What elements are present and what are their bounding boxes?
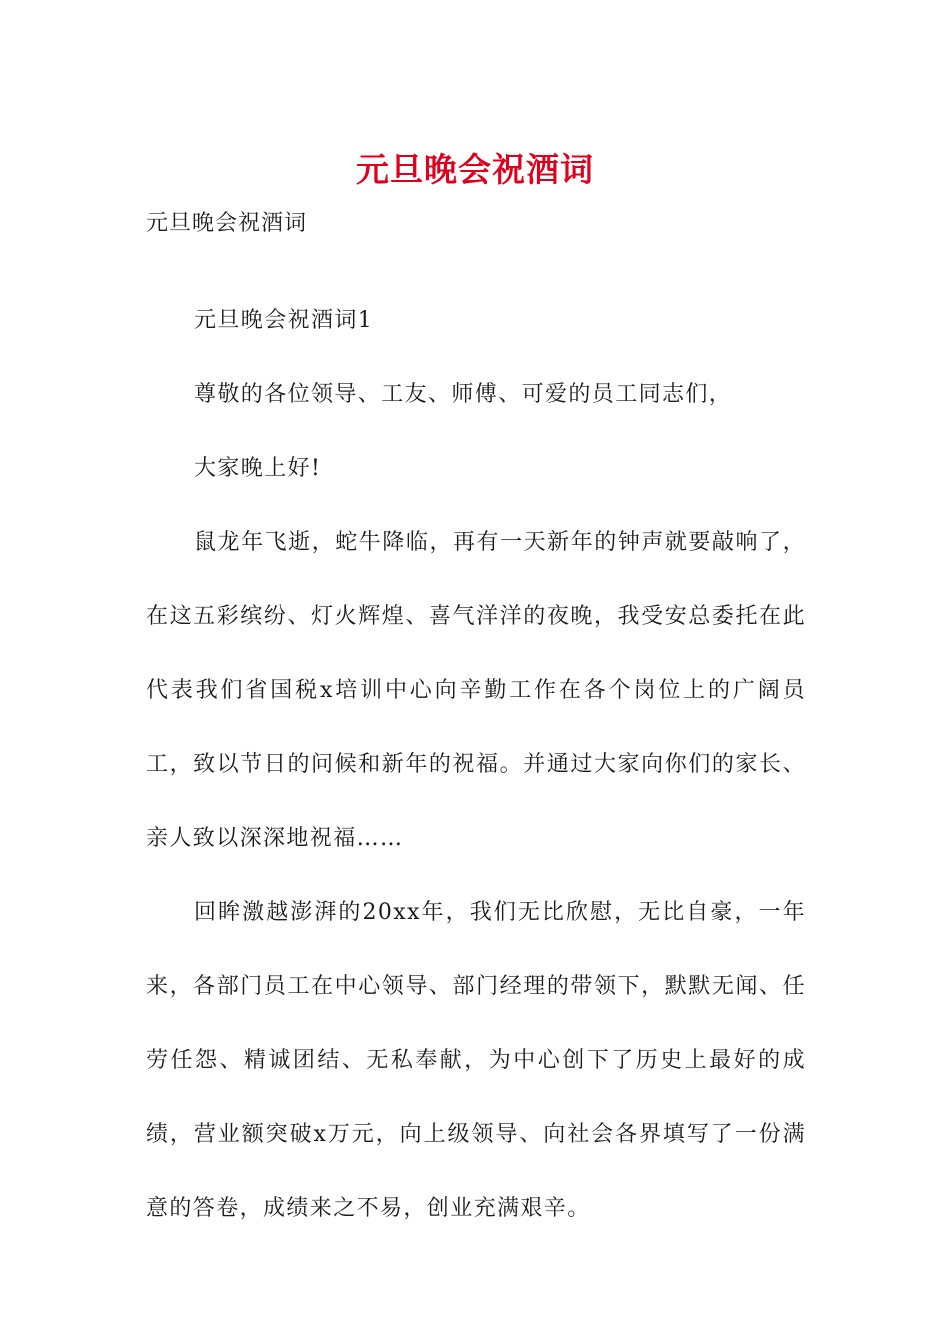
salutation-paragraph: 尊敬的各位领导、工友、师傅、可爱的员工同志们， bbox=[194, 382, 733, 407]
document-subtitle: 元旦晚会祝酒词 bbox=[146, 211, 308, 236]
body-paragraph: 回眸激越澎湃的20xx年，我们无比欣慰，无比自豪，一年来，各部门员工在中心领导、部门经理的带领下，默默无闻、任劳任怨、精诚团结、无私奉献，为中心创下了历史上最好的成绩，营业额突破x万元，向上级领导、向社会各界填写了一份满意的答卷，成绩来之不易，创业充满艰辛。 bbox=[146, 900, 806, 1221]
document-body bbox=[146, 284, 806, 1246]
body-paragraph: 鼠龙年飞逝，蛇牛降临，再有一天新年的钟声就要敲响了，在这五彩缤纷、灯火辉煌、喜气洋洋的夜晚，我受安总委托在此代表我们省国税x培训中心向辛勤工作在各个岗位上的广阔员工，致以节日的问候和新年的祝福。并通过大家向你们的家长、亲人致以深深地祝福…… bbox=[146, 530, 806, 851]
section-heading: 元旦晚会祝酒词1 bbox=[194, 308, 374, 333]
greeting-paragraph: 大家晚上好! bbox=[194, 456, 322, 481]
document-title: 元旦晚会祝酒词 bbox=[356, 150, 594, 189]
